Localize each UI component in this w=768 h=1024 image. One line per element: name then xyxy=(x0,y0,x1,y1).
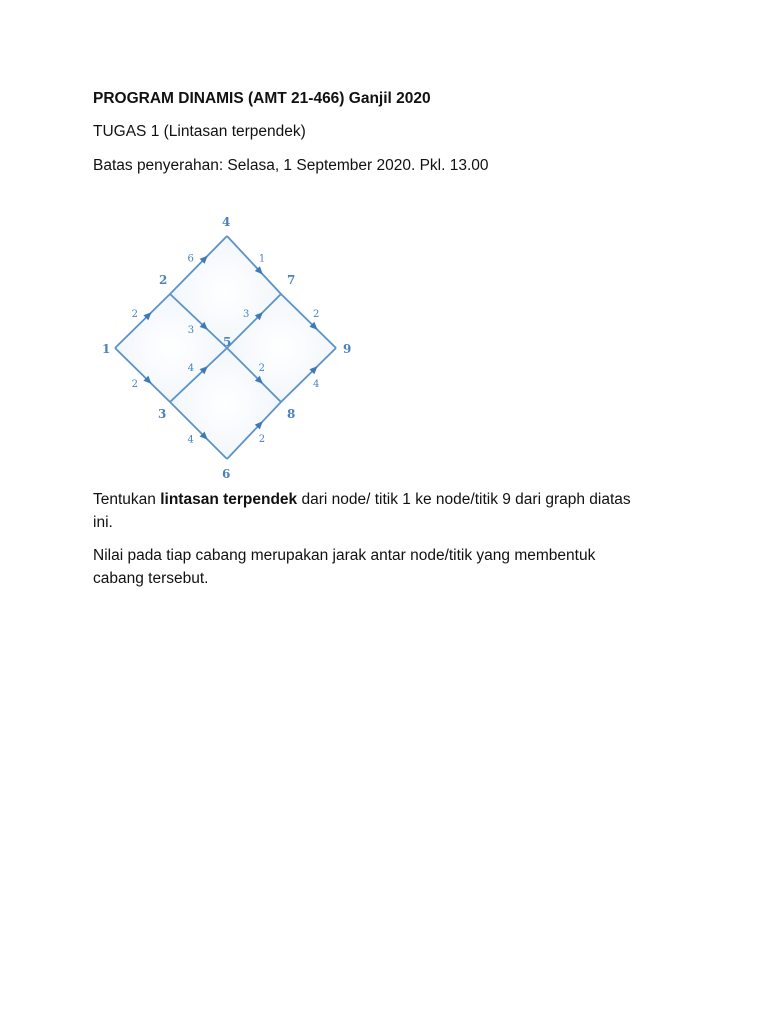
edge-weight-1-3: 2 xyxy=(131,378,138,390)
question-text xyxy=(93,489,631,511)
edge-weight-6-8: 2 xyxy=(258,434,266,446)
node-label-2: 2 xyxy=(159,273,168,287)
question-emphasis: lintasan terpendek xyxy=(160,491,298,508)
edge-weight-5-8: 2 xyxy=(258,363,265,375)
question-text-part1: Tentukan xyxy=(93,491,161,508)
edge-weight-8-9: 4 xyxy=(313,378,320,390)
node-label-7: 7 xyxy=(287,273,296,287)
note-text: Nilai pada tiap cabang merupakan jarak antar node/titik yang membentuk xyxy=(93,547,596,564)
deadline-text: Batas penyerahan: Selasa, 1 September 2020. Pkl. 13.00 xyxy=(93,157,489,174)
edge-weight-4-7: 1 xyxy=(258,253,266,265)
task-heading: TUGAS 1 (Lintasan terpendek) xyxy=(93,123,306,140)
node-label-6: 6 xyxy=(222,467,231,480)
question-text-continued: ini. xyxy=(93,514,113,531)
edge-weight-3-5: 4 xyxy=(187,363,195,375)
document-title: PROGRAM DINAMIS (AMT 21-466) Ganjil 2020 xyxy=(93,90,431,107)
edge-weight-5-7: 3 xyxy=(243,309,250,321)
edge-weight-3-6: 4 xyxy=(187,434,194,446)
edge-weight-7-9: 2 xyxy=(313,309,320,321)
node-label-3: 3 xyxy=(158,407,167,421)
node-label-9: 9 xyxy=(343,342,352,356)
note-text-continued: cabang tersebut. xyxy=(93,570,209,587)
edge-weight-1-2: 2 xyxy=(131,309,138,321)
node-label-4: 4 xyxy=(222,215,231,229)
question-text-part2: dari node/ titik 1 ke node/titik 9 dari graph diatas xyxy=(297,491,631,508)
shortest-path-graph xyxy=(88,212,378,480)
edge-weight-2-5: 3 xyxy=(187,324,195,336)
node-label-1: 1 xyxy=(102,342,111,356)
edge-weight-2-4: 6 xyxy=(187,253,194,265)
node-label-8: 8 xyxy=(287,407,296,421)
node-label-5: 5 xyxy=(223,335,232,349)
